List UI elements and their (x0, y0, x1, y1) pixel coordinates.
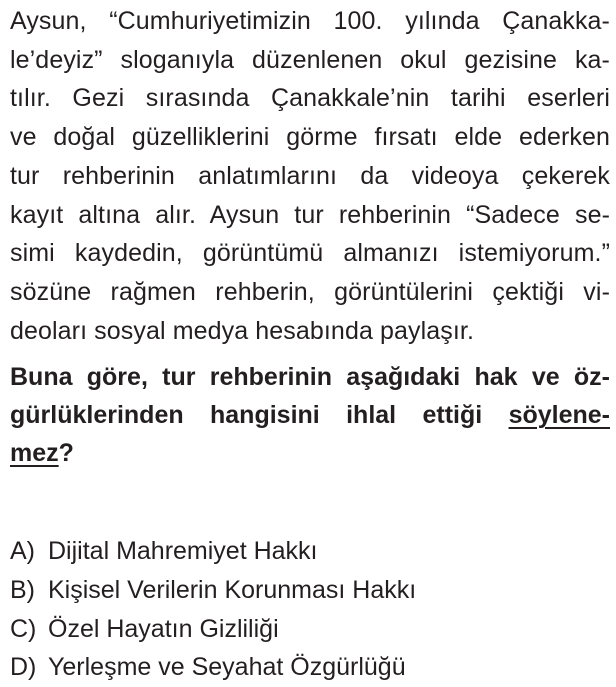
passage-line: sözüne rağmen rehberin, görüntülerini çektiği vi- (10, 277, 610, 306)
question-mark: ? (58, 439, 74, 468)
option-text: Yerleşme ve Seyahat Özgürlüğü (48, 653, 406, 682)
option-c[interactable] (10, 610, 610, 649)
passage-line: tur rehberinin anlatımlarını da videoya çekerek (10, 161, 610, 190)
underlined-negation: söylene- (508, 401, 610, 430)
option-letter: A) (10, 537, 35, 566)
passage-line: deoları sosyal medya hesabında paylaşır. (10, 316, 474, 345)
answer-options (10, 532, 610, 687)
option-letter: B) (10, 576, 35, 605)
option-letter: C) (10, 614, 37, 643)
passage-line: ve doğal güzelliklerini görme fırsatı elde ederken (10, 123, 610, 152)
question-page (10, 0, 610, 687)
underlined-negation: mez (10, 439, 59, 468)
option-b[interactable] (10, 571, 610, 610)
question-line (10, 434, 610, 472)
passage-line: kayıt altına alır. Aysun tur rehberinin “Sadece se- (10, 200, 610, 229)
question-line: Buna göre, tur rehberinin aşağıdaki hak ve öz- (10, 363, 610, 392)
option-text: Özel Hayatın Gizliliği (48, 614, 279, 643)
question-line (10, 396, 610, 434)
question-passage (10, 0, 610, 350)
option-d[interactable] (10, 648, 610, 687)
passage-line: tılır. Gezi sırasında Çanakkale’nin tarihi eserleri (10, 84, 610, 113)
option-text: Dijital Mahremiyet Hakkı (48, 537, 318, 566)
passage-line: Aysun, “Cumhuriyetimizin 100. yılında Çanakka- (10, 7, 610, 35)
question-stem (10, 358, 610, 472)
passage-line: le’deyiz” sloganıyla düzenlenen okul gezisine ka- (10, 45, 610, 74)
option-text: Kişisel Verilerin Korunması Hakkı (48, 576, 417, 605)
passage-line: simi kaydedin, görüntümü almanızı istemiyorum.” (10, 239, 610, 268)
question-text: gürlüklerinden hangisini ihlal ettiği (10, 401, 509, 430)
option-letter: D) (10, 653, 37, 682)
option-a[interactable] (10, 532, 610, 571)
